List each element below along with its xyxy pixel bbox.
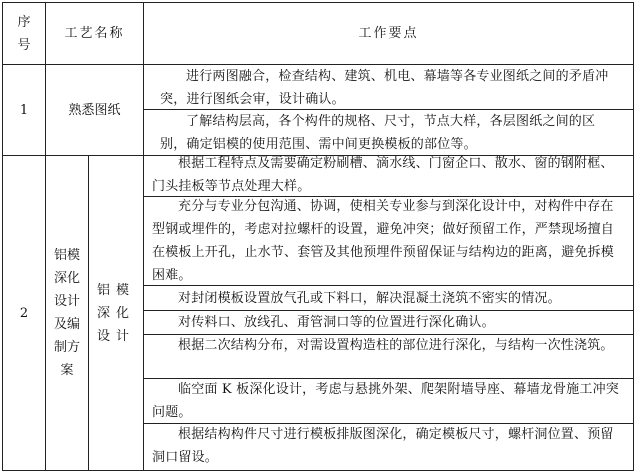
- col-divider-process: [143, 2, 144, 471]
- row1-point-2: 了解结构层高，各个构件的规格、尺寸，节点大样，各层图纸之间的区别，确定铝模的使用范围、需中间更换模板的部位等。: [160, 114, 596, 152]
- table-border-bottom: [2, 470, 634, 471]
- row1-seq: 1: [19, 102, 29, 118]
- header-points: 工作要点: [358, 26, 419, 41]
- header-seq: 序号: [17, 14, 31, 53]
- table-border-right: [633, 2, 634, 471]
- row2-point-4: 对传料口、放线孔、甭管洞口等的位置进行深化确认。: [178, 315, 495, 330]
- row2-point-6: 临空面 K 板深化设计，考虑与悬挑外架、爬架附墙导座、幕墙龙骨施工冲突问题。: [152, 382, 619, 420]
- row2-point-3: 对封闭模板设置放气孔或下料口，解决混凝土浇筑不密实的情况。: [178, 291, 561, 306]
- row2-point-5: 根据二次结构分布，对需设置构造柱的部位进行深化，与结构一次性浇筑。: [178, 338, 614, 353]
- row2-process: 铝模深化设计及编制方案: [53, 248, 80, 378]
- row1-point-1: 进行两图融合，检查结构、建筑、机电、幕墙等各专业图纸之间的矛盾冲突，进行图纸会审，设计确认。: [160, 69, 609, 107]
- header-process: 工艺名称: [64, 26, 125, 41]
- row2-point-1: 根据工程特点及需要确定粉刷槽、滴水线、门窗企口、散水、窗的钢附框、门头挂板等节点处理大样。: [152, 156, 614, 194]
- row2-point-7: 根据结构构件尺寸进行模板排版图深化，确定模板尺寸，螺杆洞位置、预留洞口留设。: [152, 427, 614, 465]
- row1-process: 熟悉图纸: [68, 102, 121, 118]
- row2-point-2: 充分与专业分包沟通、协调，使相关专业参与到深化设计中，对构件中存在型钢或埋件的，考虑对拉螺杆的设置，避免冲突；做好预留工作，严禁现场擅自在模板上开孔，止水节、套管及其他预埋件预留保证与结构边的距离，避免拆模困难。: [152, 199, 615, 283]
- row2-subprocess: 铝模深化设计: [96, 282, 135, 344]
- row2-seq: 2: [19, 305, 29, 321]
